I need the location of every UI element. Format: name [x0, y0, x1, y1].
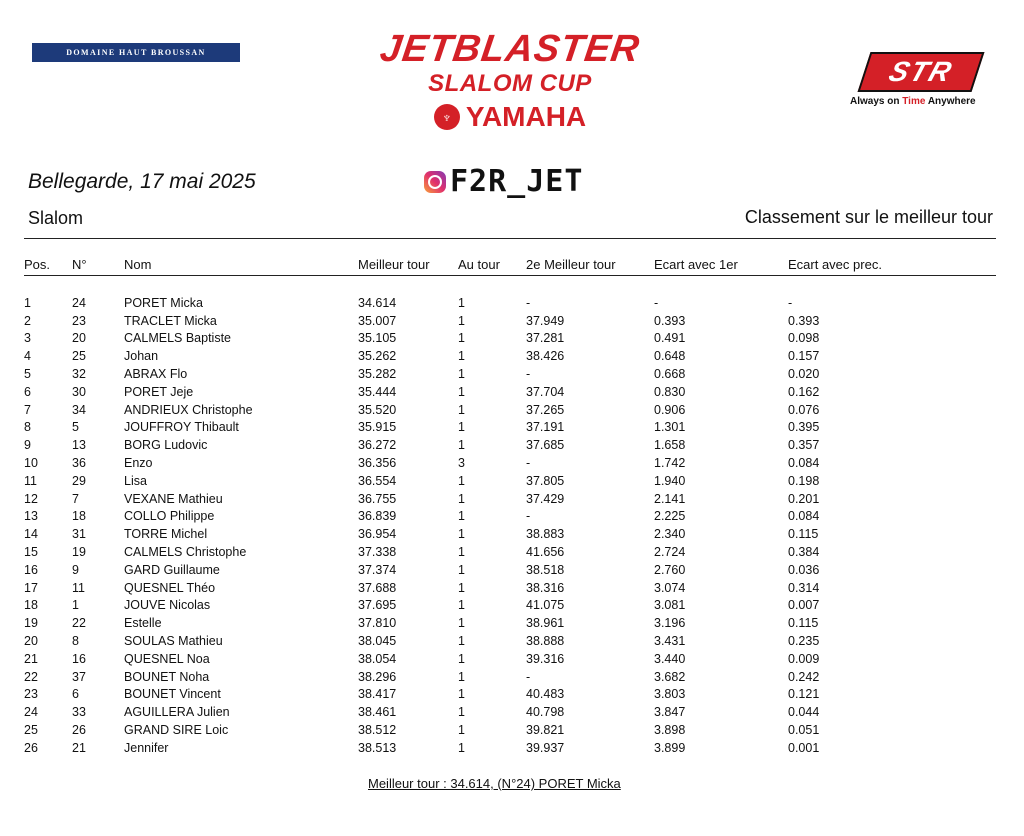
cell-at-lap: 1 — [458, 384, 465, 399]
cell-best-lap: 36.554 — [358, 473, 397, 488]
cell-name: QUESNEL Théo — [124, 580, 216, 595]
cell-second-best: 37.704 — [526, 384, 565, 399]
cell-gap-first: - — [654, 295, 659, 310]
cell-best-lap: 38.045 — [358, 634, 397, 649]
cell-second-best: 39.821 — [526, 723, 565, 738]
cell-name: VEXANE Mathieu — [124, 491, 223, 506]
cell-gap-first: 3.440 — [654, 651, 686, 666]
cell-gap-first: 2.760 — [654, 562, 686, 577]
str-logo — [850, 52, 990, 107]
yamaha-tuning-fork-icon: ♆ — [434, 104, 460, 130]
table-row — [24, 668, 996, 686]
cell-best-lap: 37.695 — [358, 598, 397, 613]
cell-number: 31 — [72, 527, 86, 542]
cell-name: JOUVE Nicolas — [124, 598, 211, 613]
cell-name: Lisa — [124, 473, 147, 488]
cell-number: 30 — [72, 384, 86, 399]
cell-name: CALMELS Christophe — [124, 545, 247, 560]
cell-second-best: - — [526, 509, 531, 524]
cell-gap-previous: 0.115 — [788, 527, 819, 542]
table-row — [24, 454, 996, 472]
cell-pos: 2 — [24, 313, 31, 328]
cell-number: 29 — [72, 473, 86, 488]
cell-gap-first: 3.899 — [654, 740, 686, 755]
col-header-pos: Pos. — [24, 256, 51, 272]
cell-number: 13 — [72, 438, 86, 453]
cell-number: 18 — [72, 509, 86, 524]
header-divider — [24, 238, 996, 239]
cell-name: TRACLET Micka — [124, 313, 217, 328]
cell-second-best: 38.316 — [526, 580, 565, 595]
cell-second-best: - — [526, 456, 531, 471]
cell-at-lap: 1 — [458, 313, 465, 328]
cell-gap-previous: 0.115 — [788, 616, 819, 631]
brand-logo — [340, 28, 680, 134]
cell-second-best: 38.888 — [526, 634, 565, 649]
cell-best-lap: 35.007 — [358, 313, 397, 328]
cell-gap-first: 0.668 — [654, 367, 686, 382]
cell-number: 32 — [72, 367, 86, 382]
cell-number: 16 — [72, 651, 86, 666]
table-row — [24, 650, 996, 668]
cell-second-best: 41.656 — [526, 545, 565, 560]
cell-second-best: 37.191 — [526, 420, 565, 435]
cell-at-lap: 1 — [458, 420, 465, 435]
cell-gap-previous: 0.007 — [788, 598, 820, 613]
ranking-type-label: Classement sur le meilleur tour — [744, 207, 993, 227]
cell-name: Enzo — [124, 456, 153, 471]
cell-at-lap: 3 — [458, 456, 465, 471]
cell-best-lap: 36.272 — [358, 438, 397, 453]
yamaha-wordmark: YAMAHA — [465, 101, 587, 132]
cell-second-best: 40.483 — [526, 687, 565, 702]
cell-gap-first: 0.491 — [654, 331, 686, 346]
cell-at-lap: 1 — [458, 402, 465, 417]
table-row — [24, 330, 996, 348]
cell-gap-first: 2.340 — [654, 527, 686, 542]
table-row — [24, 472, 996, 490]
cell-second-best: - — [526, 367, 531, 382]
cell-gap-previous: 0.121 — [788, 687, 820, 702]
cell-second-best: - — [526, 669, 531, 684]
cell-gap-first: 0.648 — [654, 349, 686, 364]
cell-second-best: 37.805 — [526, 473, 565, 488]
table-row — [24, 543, 996, 561]
cell-gap-first: 0.830 — [654, 384, 686, 399]
cell-name: GARD Guillaume — [124, 562, 220, 577]
table-row — [24, 490, 996, 508]
str-tagline: Always on Time Anywhere — [850, 96, 976, 107]
cell-number: 23 — [72, 313, 86, 328]
cell-name: SOULAS Mathieu — [124, 634, 223, 649]
cell-best-lap: 35.262 — [358, 349, 397, 364]
cell-gap-previous: 0.314 — [788, 580, 820, 595]
cell-second-best: 37.265 — [526, 402, 565, 417]
cell-at-lap: 1 — [458, 295, 465, 310]
cell-at-lap: 1 — [458, 438, 465, 453]
cell-gap-previous: 0.393 — [788, 313, 820, 328]
cell-pos: 24 — [24, 705, 38, 720]
cell-number: 26 — [72, 723, 86, 738]
cell-best-lap: 36.954 — [358, 527, 397, 542]
cell-name: BOUNET Vincent — [124, 687, 221, 702]
cell-at-lap: 1 — [458, 331, 465, 346]
table-row — [24, 597, 996, 615]
cell-pos: 9 — [24, 438, 31, 453]
cell-gap-first: 3.074 — [654, 580, 686, 595]
cell-number: 25 — [72, 349, 86, 364]
cell-best-lap: 38.513 — [358, 740, 397, 755]
cell-best-lap: 35.105 — [358, 331, 397, 346]
cell-pos: 21 — [24, 651, 38, 666]
cell-second-best: 40.798 — [526, 705, 565, 720]
cell-second-best: 37.429 — [526, 491, 565, 506]
table-row — [24, 721, 996, 739]
cell-number: 6 — [72, 687, 79, 702]
cell-number: 33 — [72, 705, 86, 720]
cell-pos: 7 — [24, 402, 31, 417]
cell-pos: 26 — [24, 740, 38, 755]
cell-best-lap: 36.356 — [358, 456, 397, 471]
cell-gap-previous: 0.162 — [788, 384, 820, 399]
table-row — [24, 312, 996, 330]
cell-gap-first: 3.803 — [654, 687, 686, 702]
table-row — [24, 419, 996, 437]
cell-pos: 22 — [24, 669, 38, 684]
cell-pos: 3 — [24, 331, 31, 346]
cell-pos: 14 — [24, 527, 38, 542]
table-row — [24, 365, 996, 383]
cell-name: Estelle — [124, 616, 162, 631]
cell-best-lap: 38.512 — [358, 723, 397, 738]
cell-gap-previous: 0.157 — [788, 349, 820, 364]
cell-number: 20 — [72, 331, 86, 346]
cell-second-best: 38.961 — [526, 616, 565, 631]
cell-gap-previous: 0.201 — [788, 491, 820, 506]
cell-second-best: 39.937 — [526, 740, 565, 755]
cell-second-best: 37.685 — [526, 438, 565, 453]
cell-gap-first: 2.141 — [654, 491, 686, 506]
cell-best-lap: 37.338 — [358, 545, 397, 560]
cell-name: CALMELS Baptiste — [124, 331, 231, 346]
cell-pos: 25 — [24, 723, 38, 738]
table-row — [24, 436, 996, 454]
cell-at-lap: 1 — [458, 545, 465, 560]
cell-number: 34 — [72, 402, 86, 417]
col-header-gap-first: Ecart avec 1er — [654, 256, 738, 272]
event-place-date: Bellegarde, 17 mai 2025 — [28, 170, 256, 193]
cell-number: 11 — [72, 580, 85, 595]
cell-best-lap: 37.688 — [358, 580, 397, 595]
cell-best-lap: 36.839 — [358, 509, 397, 524]
cell-pos: 6 — [24, 384, 31, 399]
cell-gap-first: 3.431 — [654, 634, 686, 649]
cell-at-lap: 1 — [458, 651, 465, 666]
cell-at-lap: 1 — [458, 509, 465, 524]
cell-gap-previous: 0.084 — [788, 509, 820, 524]
table-row — [24, 703, 996, 721]
cell-gap-first: 3.898 — [654, 723, 686, 738]
cell-pos: 19 — [24, 616, 38, 631]
cell-best-lap: 35.915 — [358, 420, 397, 435]
cell-at-lap: 1 — [458, 705, 465, 720]
cell-at-lap: 1 — [458, 669, 465, 684]
cell-name: BOUNET Noha — [124, 669, 210, 684]
cell-pos: 18 — [24, 598, 38, 613]
cell-name: TORRE Michel — [124, 527, 208, 542]
cell-best-lap: 35.282 — [358, 367, 397, 382]
discipline-label: Slalom — [28, 208, 84, 228]
best-lap-summary: Meilleur tour : 34.614, (N°24) PORET Micka — [368, 776, 621, 791]
cell-number: 19 — [72, 545, 86, 560]
cell-gap-previous: 0.076 — [788, 402, 820, 417]
cell-at-lap: 1 — [458, 367, 465, 382]
cell-number: 8 — [72, 634, 79, 649]
cell-name: ANDRIEUX Christophe — [124, 402, 253, 417]
instagram-handle: F2R_JET — [450, 164, 584, 199]
table-row — [24, 614, 996, 632]
col-header-at-lap: Au tour — [458, 256, 500, 272]
cell-gap-previous: 0.020 — [788, 367, 820, 382]
table-row — [24, 561, 996, 579]
cell-pos: 11 — [24, 473, 37, 488]
cell-gap-first: 1.658 — [654, 438, 686, 453]
cell-gap-previous: 0.235 — [788, 634, 820, 649]
cell-gap-first: 1.742 — [654, 456, 686, 471]
instagram-tag — [424, 164, 583, 199]
col-header-best-lap: Meilleur tour — [358, 256, 430, 272]
table-row — [24, 686, 996, 704]
table-row — [24, 383, 996, 401]
cell-pos: 23 — [24, 687, 38, 702]
cell-gap-previous: - — [788, 295, 793, 310]
col-header-gap-previous: Ecart avec prec. — [788, 256, 882, 272]
cell-best-lap: 35.444 — [358, 384, 397, 399]
table-row — [24, 579, 996, 597]
cell-best-lap: 38.054 — [358, 651, 397, 666]
cell-second-best: 38.426 — [526, 349, 565, 364]
cell-gap-previous: 0.036 — [788, 562, 820, 577]
table-row — [24, 632, 996, 650]
str-tagline-accent: Time — [902, 96, 926, 107]
cell-second-best: 38.883 — [526, 527, 565, 542]
table-header — [24, 255, 996, 276]
cell-best-lap: 37.374 — [358, 562, 397, 577]
table-body — [24, 294, 996, 757]
cell-second-best: 38.518 — [526, 562, 565, 577]
table-row — [24, 508, 996, 526]
cell-name: BORG Ludovic — [124, 438, 208, 453]
sponsor-badge: DOMAINE HAUT BROUSSAN — [32, 43, 240, 62]
table-row — [24, 739, 996, 757]
col-header-second-best: 2e Meilleur tour — [526, 256, 616, 272]
cell-pos: 8 — [24, 420, 31, 435]
cell-at-lap: 1 — [458, 349, 465, 364]
cell-gap-first: 2.225 — [654, 509, 686, 524]
cell-pos: 5 — [24, 367, 31, 382]
cell-number: 22 — [72, 616, 86, 631]
cell-name: Johan — [124, 349, 159, 364]
cell-gap-previous: 0.198 — [788, 473, 820, 488]
cell-best-lap: 34.614 — [358, 295, 397, 310]
cell-gap-previous: 0.357 — [788, 438, 820, 453]
cell-pos: 4 — [24, 349, 31, 364]
str-wordmark: STR — [885, 56, 958, 87]
instagram-icon — [424, 171, 446, 193]
brand-title: JETBLASTER — [377, 28, 643, 70]
cell-pos: 13 — [24, 509, 38, 524]
cell-at-lap: 1 — [458, 687, 465, 702]
cell-gap-previous: 0.051 — [788, 723, 820, 738]
cell-best-lap: 37.810 — [358, 616, 397, 631]
cell-pos: 1 — [24, 295, 31, 310]
cell-gap-previous: 0.084 — [788, 456, 820, 471]
cell-name: JOUFFROY Thibault — [124, 420, 239, 435]
str-mark — [858, 52, 985, 92]
col-header-number: N° — [72, 256, 87, 272]
cell-name: QUESNEL Noa — [124, 651, 210, 666]
cell-at-lap: 1 — [458, 598, 465, 613]
cell-at-lap: 1 — [458, 473, 465, 488]
cell-gap-first: 0.393 — [654, 313, 686, 328]
cell-number: 21 — [72, 740, 86, 755]
cell-best-lap: 36.755 — [358, 491, 397, 506]
cell-best-lap: 35.520 — [358, 402, 397, 417]
cell-pos: 16 — [24, 562, 38, 577]
cell-gap-first: 2.724 — [654, 545, 686, 560]
cell-number: 24 — [72, 295, 86, 310]
cell-number: 9 — [72, 562, 79, 577]
cell-number: 7 — [72, 491, 79, 506]
cell-pos: 15 — [24, 545, 38, 560]
cell-second-best: 41.075 — [526, 598, 565, 613]
cell-gap-first: 0.906 — [654, 402, 686, 417]
cell-pos: 10 — [24, 456, 38, 471]
table-row — [24, 401, 996, 419]
cell-gap-previous: 0.001 — [788, 740, 820, 755]
cell-gap-previous: 0.009 — [788, 651, 820, 666]
cell-number: 36 — [72, 456, 86, 471]
cell-gap-first: 3.847 — [654, 705, 686, 720]
brand-subtitle: SLALOM CUP — [428, 70, 592, 97]
cell-pos: 12 — [24, 491, 38, 506]
cell-number: 5 — [72, 420, 79, 435]
cell-name: AGUILLERA Julien — [124, 705, 230, 720]
cell-gap-first: 1.940 — [654, 473, 686, 488]
cell-second-best: - — [526, 295, 531, 310]
cell-at-lap: 1 — [458, 527, 465, 542]
cell-gap-previous: 0.242 — [788, 669, 820, 684]
cell-number: 1 — [72, 598, 79, 613]
cell-second-best: 39.316 — [526, 651, 565, 666]
cell-at-lap: 1 — [458, 740, 465, 755]
cell-pos: 17 — [24, 580, 38, 595]
cell-name: COLLO Philippe — [124, 509, 215, 524]
table-row — [24, 525, 996, 543]
cell-pos: 20 — [24, 634, 38, 649]
cell-at-lap: 1 — [458, 634, 465, 649]
cell-best-lap: 38.461 — [358, 705, 397, 720]
cell-at-lap: 1 — [458, 580, 465, 595]
cell-best-lap: 38.296 — [358, 669, 397, 684]
table-row — [24, 347, 996, 365]
cell-gap-previous: 0.384 — [788, 545, 820, 560]
cell-at-lap: 1 — [458, 616, 465, 631]
cell-gap-first: 3.682 — [654, 669, 686, 684]
cell-at-lap: 1 — [458, 491, 465, 506]
cell-second-best: 37.281 — [526, 331, 565, 346]
cell-gap-first: 1.301 — [654, 420, 686, 435]
table-row — [24, 294, 996, 312]
cell-best-lap: 38.417 — [358, 687, 397, 702]
cell-number: 37 — [72, 669, 86, 684]
cell-gap-previous: 0.395 — [788, 420, 820, 435]
cell-gap-previous: 0.044 — [788, 705, 820, 720]
cell-name: ABRAX Flo — [124, 367, 188, 382]
cell-at-lap: 1 — [458, 723, 465, 738]
results-table — [24, 255, 996, 757]
cell-at-lap: 1 — [458, 562, 465, 577]
cell-name: PORET Micka — [124, 295, 203, 310]
cell-gap-first: 3.196 — [654, 616, 686, 631]
cell-second-best: 37.949 — [526, 313, 565, 328]
cell-gap-first: 3.081 — [654, 598, 686, 613]
col-header-name: Nom — [124, 256, 152, 272]
cell-name: PORET Jeje — [124, 384, 194, 399]
cell-gap-previous: 0.098 — [788, 331, 820, 346]
cell-name: GRAND SIRE Loic — [124, 723, 229, 738]
yamaha-logo — [340, 100, 680, 134]
cell-name: Jennifer — [124, 740, 169, 755]
